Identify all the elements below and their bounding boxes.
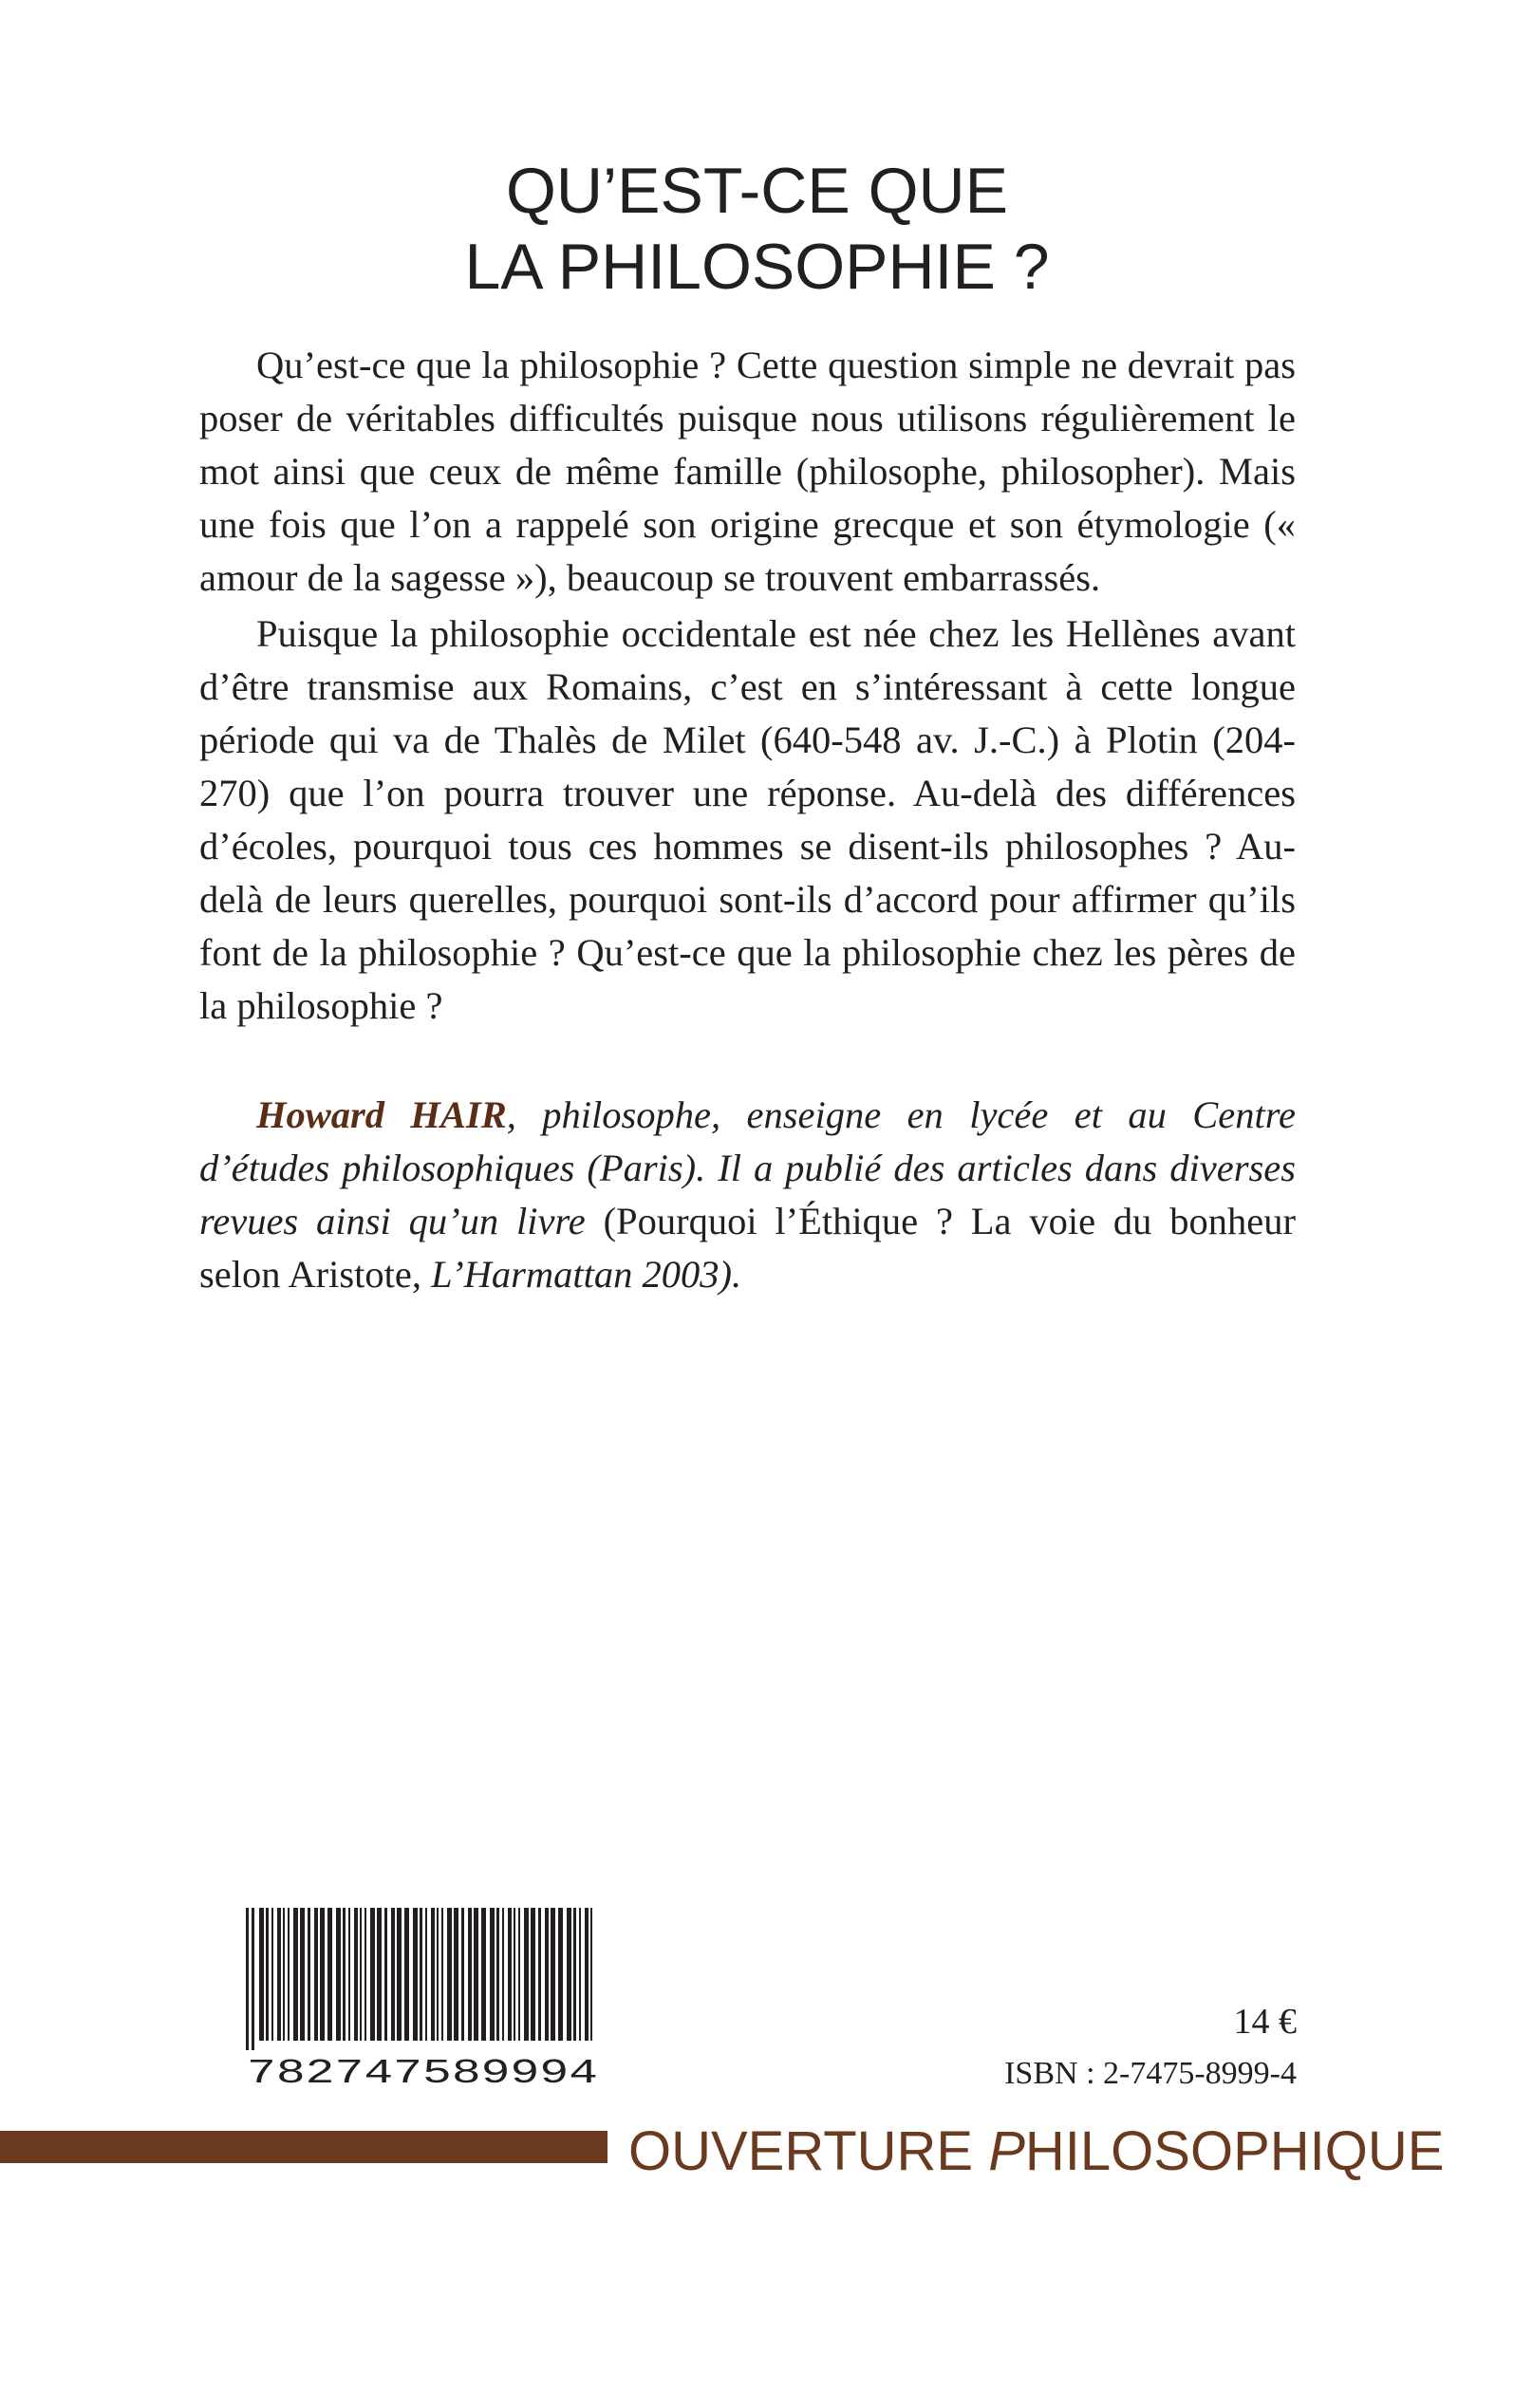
barcode-bar: [508, 1908, 512, 2041]
price: 14 €: [1233, 2002, 1297, 2042]
barcode-bar: [481, 1908, 486, 2041]
barcode-bar: [468, 1908, 472, 2041]
barcode-bar: [384, 1908, 387, 2041]
barcode-bar: [585, 1908, 589, 2041]
barcode-bar: [246, 1908, 249, 2050]
barcode-bar: [404, 1908, 409, 2041]
barcode-bar: [538, 1908, 541, 2041]
collection-word-1: OUVERTURE: [628, 2120, 989, 2182]
collection-word-2-initial: P: [988, 2120, 1025, 2182]
barcode-bar: [590, 1908, 592, 2041]
barcode-bar: [545, 1908, 549, 2041]
barcode-bar: [314, 1908, 318, 2041]
barcode-bar: [354, 1908, 358, 2041]
barcode-bar: [454, 1908, 458, 2041]
barcode-bar: [413, 1908, 418, 2041]
collection-name: [628, 2122, 1444, 2181]
barcode-bar: [425, 1908, 427, 2041]
barcode-bar: [431, 1908, 435, 2041]
barcode-bar: [502, 1908, 504, 2041]
collection-color-bar: [0, 2131, 607, 2163]
barcode-bar: [360, 1908, 362, 2041]
isbn: ISBN : 2-7475-8999-4: [1004, 2056, 1297, 2091]
barcode-bar: [531, 1908, 535, 2041]
barcode-bar: [518, 1908, 520, 2041]
barcode-bar: [447, 1908, 452, 2041]
barcode-bar: [252, 1908, 254, 2050]
barcode-bar: [490, 1908, 495, 2041]
barcode-bar: [567, 1908, 571, 2041]
barcode-bar: [293, 1908, 298, 2041]
barcode-bar: [308, 1908, 310, 2041]
barcode-bar: [391, 1908, 395, 2041]
author-bio-text: , philosophe, enseigne en lycée et au Centre d’études philosophiques (Paris). Il a publié des articles dans diverses revues ainsi qu’un livre: [199, 1093, 1296, 1242]
barcode-bar: [496, 1908, 499, 2041]
barcode-bar: [420, 1908, 422, 2041]
barcode-bar: [343, 1908, 346, 2041]
barcode-icon: [240, 1904, 606, 2089]
barcode-bar: [377, 1908, 382, 2041]
barcode-bar: [397, 1908, 402, 2041]
barcode-bar: [514, 1908, 515, 2041]
author-bio: [199, 1089, 1296, 1301]
barcode-bar: [474, 1908, 478, 2041]
barcode-bar: [320, 1908, 325, 2041]
book-reference: (Pourquoi l’Éthique ? La voie du bonheur selon Aristote,: [199, 1200, 1296, 1296]
barcode-bar: [277, 1908, 281, 2041]
publisher-reference: L’Harmattan 2003).: [431, 1253, 742, 1296]
barcode-bar: [266, 1908, 269, 2041]
barcode-bar: [327, 1908, 332, 2041]
barcode-bar: [283, 1908, 285, 2041]
barcode-digits: 782747589994: [247, 2054, 598, 2089]
barcode-bar: [336, 1908, 341, 2041]
blurb-paragraph-2: Puisque la philosophie occidentale est née chez les Hellènes avant d’être transmise aux Romains, c’est en s’intéressant à cette longue période qui va de Thalès de Milet (640-548 av. J.-C.) à Plotin (204-270) que l’on pourra trouver une réponse. Au-delà des différences d’écoles, pourquoi tous ces hommes se disent-ils philosophes ? Au-delà de leurs querelles, pourquoi sont-ils d’accord pour affirmer qu’ils font de la philosophie ? Qu’est-ce que la philosophie chez les pères de la philosophie ?: [199, 612, 1296, 1027]
barcode-bar: [579, 1908, 581, 2041]
barcode-bar: [573, 1908, 576, 2041]
barcode-bar: [364, 1908, 366, 2041]
barcode-bar: [370, 1908, 375, 2041]
barcode-bar: [524, 1908, 529, 2041]
barcode-bar: [551, 1908, 555, 2041]
barcode-bar: [558, 1908, 563, 2041]
author-name: Howard HAIR: [256, 1093, 507, 1136]
barcode-bar: [300, 1908, 305, 2041]
barcode-bar: [461, 1908, 464, 2041]
barcode-bar: [288, 1908, 290, 2041]
barcode-bar: [271, 1908, 273, 2041]
barcode-bar: [259, 1908, 264, 2041]
collection-word-2-rest: HILOSOPHIQUE: [1024, 2120, 1445, 2182]
book-title-line-1: QU’EST-CE QUE: [506, 155, 1008, 227]
barcode-bar: [348, 1908, 350, 2041]
barcode-bar: [441, 1908, 443, 2041]
blurb-paragraph-1: Qu’est-ce que la philosophie ? Cette question simple ne devrait pas poser de véritables difficultés puisque nous utilisons régulièrement le mot ainsi que ceux de même famille (philosophe, philosopher). Mais une fois que l’on a rappelé son origine grecque et son étymologie (« amour de la sagesse »), beaucoup se trouvent embarrassés.: [199, 344, 1296, 599]
barcode-bar: [437, 1908, 439, 2041]
book-title-line-2: LA PHILOSOPHIE ?: [464, 231, 1050, 303]
